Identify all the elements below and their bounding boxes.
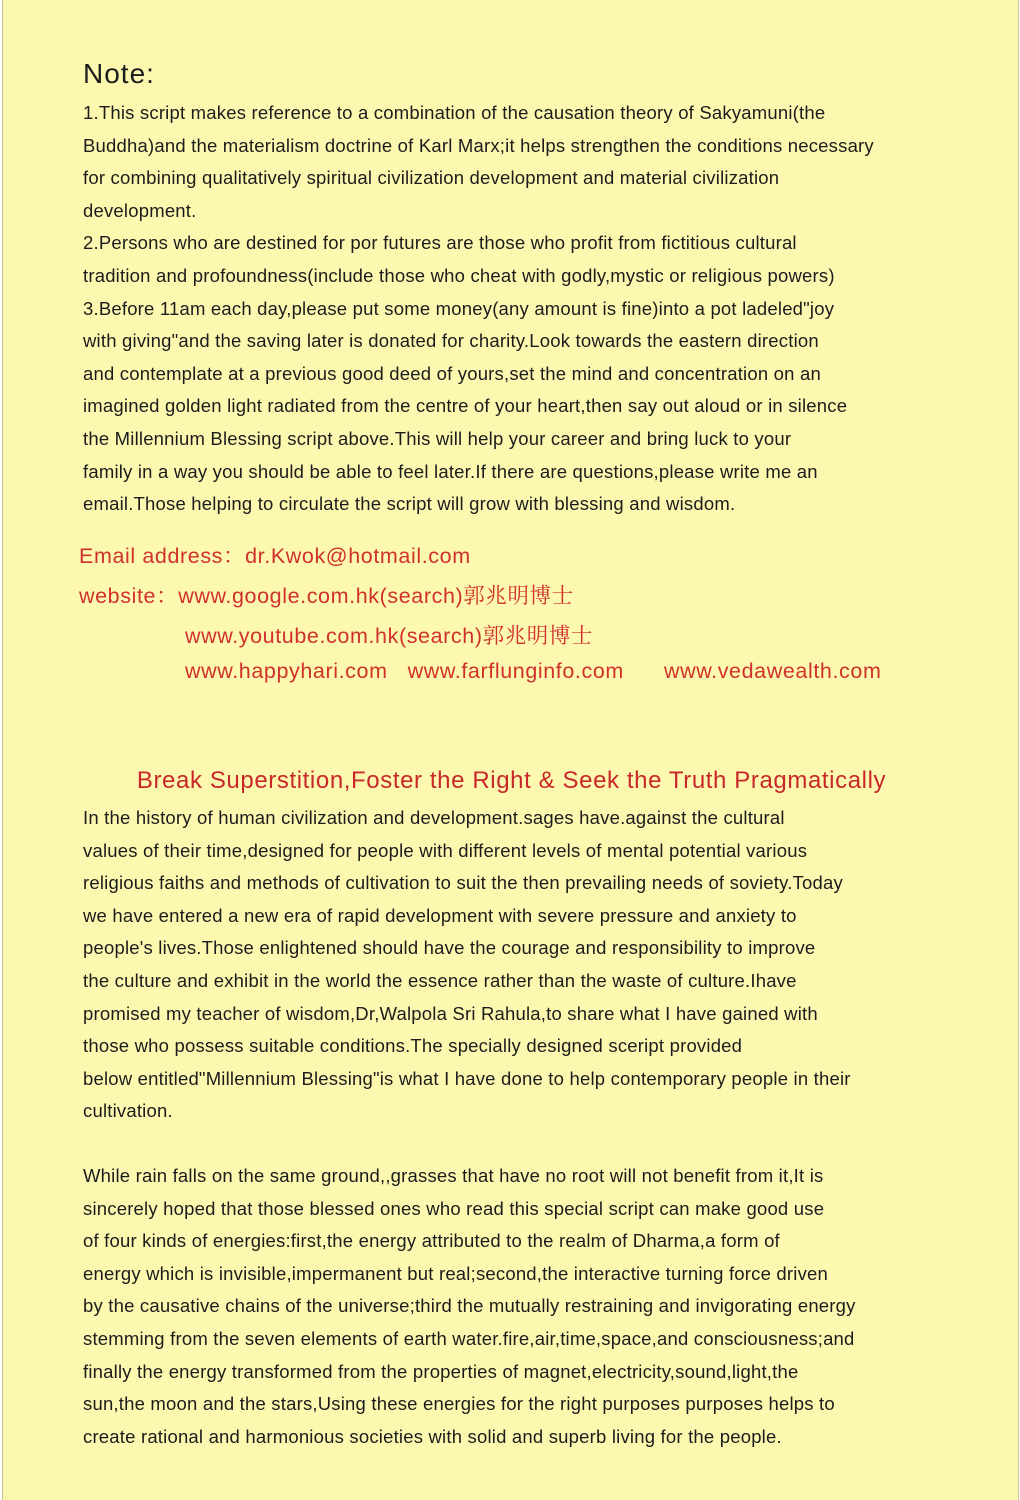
note-line: with giving"and the saving later is donated for charity.Look towards the eastern direction (83, 330, 819, 352)
email-label: Email address： (79, 544, 246, 568)
note-line: family in a way you should be able to feel later.If there are questions,please write me an (83, 460, 818, 482)
website-label: website： (79, 584, 179, 608)
history-line: we have entered a new era of rapid development with severe pressure and anxiety to (83, 904, 797, 926)
note-line: Buddha)and the materialism doctrine of Karl Marx;it helps strengthen the conditions necessary (83, 134, 874, 156)
history-line: the culture and exhibit in the world the essence rather than the waste of culture.Ihave (83, 969, 797, 991)
energies-line: energy which is invisible,impermanent but real;second,the interactive turning force driven (83, 1262, 829, 1284)
energies-line: stemming from the seven elements of earth water.fire,air,time,space,and consciousness;and (83, 1327, 855, 1349)
energies-line: While rain falls on the same ground,,grasses that have no root will not benefit from it,It is (83, 1165, 824, 1186)
energies-line: sun,the moon and the stars,Using these energies for the right purposes purposes helps to (83, 1393, 835, 1415)
energies-paragraph (83, 1160, 943, 1453)
note-line: tradition and profoundness(include those who cheat with godly,mystic or religious powers) (83, 264, 835, 286)
email-address[interactable]: dr.Kwok@hotmail.com (245, 544, 471, 568)
history-paragraph (83, 802, 943, 1128)
history-line: cultivation. (83, 1100, 173, 1122)
website-link-farflunginfo[interactable]: www.farflunginfo.com (407, 659, 624, 683)
section-heading: Break Superstition,Foster the Right & Seek the Truth Pragmatically (136, 767, 887, 794)
energies-line: create rational and harmonious societies with solid and superb living for the people. (83, 1425, 782, 1447)
history-line: those who possess suitable conditions.The specially designed sceript provided (83, 1035, 743, 1057)
note-title: Note: (83, 58, 155, 89)
history-line: promised my teacher of wisdom,Dr,Walpola Sri Rahula,to share what I have gained with (83, 1002, 818, 1024)
website-row (185, 619, 593, 650)
history-line: below entitled"Millennium Blessing"is what I have done to help contemporary people in their (83, 1067, 851, 1089)
energies-line: sincerely hoped that those blessed ones who read this special script can make good use (83, 1197, 825, 1219)
email-row (79, 539, 471, 570)
website-row (185, 659, 881, 684)
website-link-vedawealth[interactable]: www.vedawealth.com (663, 659, 882, 683)
history-line: values of their time,designed for people with different levels of mental potential various (83, 839, 808, 861)
energies-line: finally the energy transformed from the properties of magnet,electricity,sound,light,the (83, 1360, 799, 1382)
history-line: In the history of human civilization and development.sages have.against the cultural (83, 807, 785, 828)
history-line: people's lives.Those enlightened should have the courage and responsibility to improve (83, 937, 816, 959)
energies-line: by the causative chains of the universe;third the mutually restraining and invigorating energy (83, 1295, 856, 1317)
note-body (83, 97, 943, 521)
website-link-happyhari[interactable]: www.happyhari.com (185, 659, 388, 683)
note-line: and contemplate at a previous good deed of yours,set the mind and concentration on an (83, 362, 821, 384)
history-line: religious faiths and methods of cultivation to suit the then prevailing needs of soviety.Today (83, 872, 843, 894)
note-line: 3.Before 11am each day,please put some money(any amount is fine)into a pot ladeled"joy (83, 297, 835, 319)
note-line: email.Those helping to circulate the script will grow with blessing and wisdom. (83, 493, 736, 515)
document-page (2, 0, 1019, 1500)
note-line: imagined golden light radiated from the centre of your heart,then say out aloud or in silence (83, 395, 848, 417)
note-line: development. (83, 199, 197, 221)
note-line: the Millennium Blessing script above.This will help your career and bring luck to your (83, 427, 792, 449)
note-line: 1.This script makes reference to a combination of the causation theory of Sakyamuni(the (83, 102, 826, 123)
note-line: for combining qualitatively spiritual civilization development and material civilization (83, 167, 780, 189)
note-line: 2.Persons who are destined for por futures are those who profit from fictitious cultural (83, 232, 797, 254)
energies-line: of four kinds of energies:first,the energy attributed to the realm of Dharma,a form of (83, 1230, 780, 1252)
website-row (79, 579, 574, 610)
website-link-youtube[interactable]: www.youtube.com.hk(search)郭兆明博士 (185, 624, 594, 648)
website-link-google[interactable]: www.google.com.hk(search)郭兆明博士 (178, 584, 574, 608)
